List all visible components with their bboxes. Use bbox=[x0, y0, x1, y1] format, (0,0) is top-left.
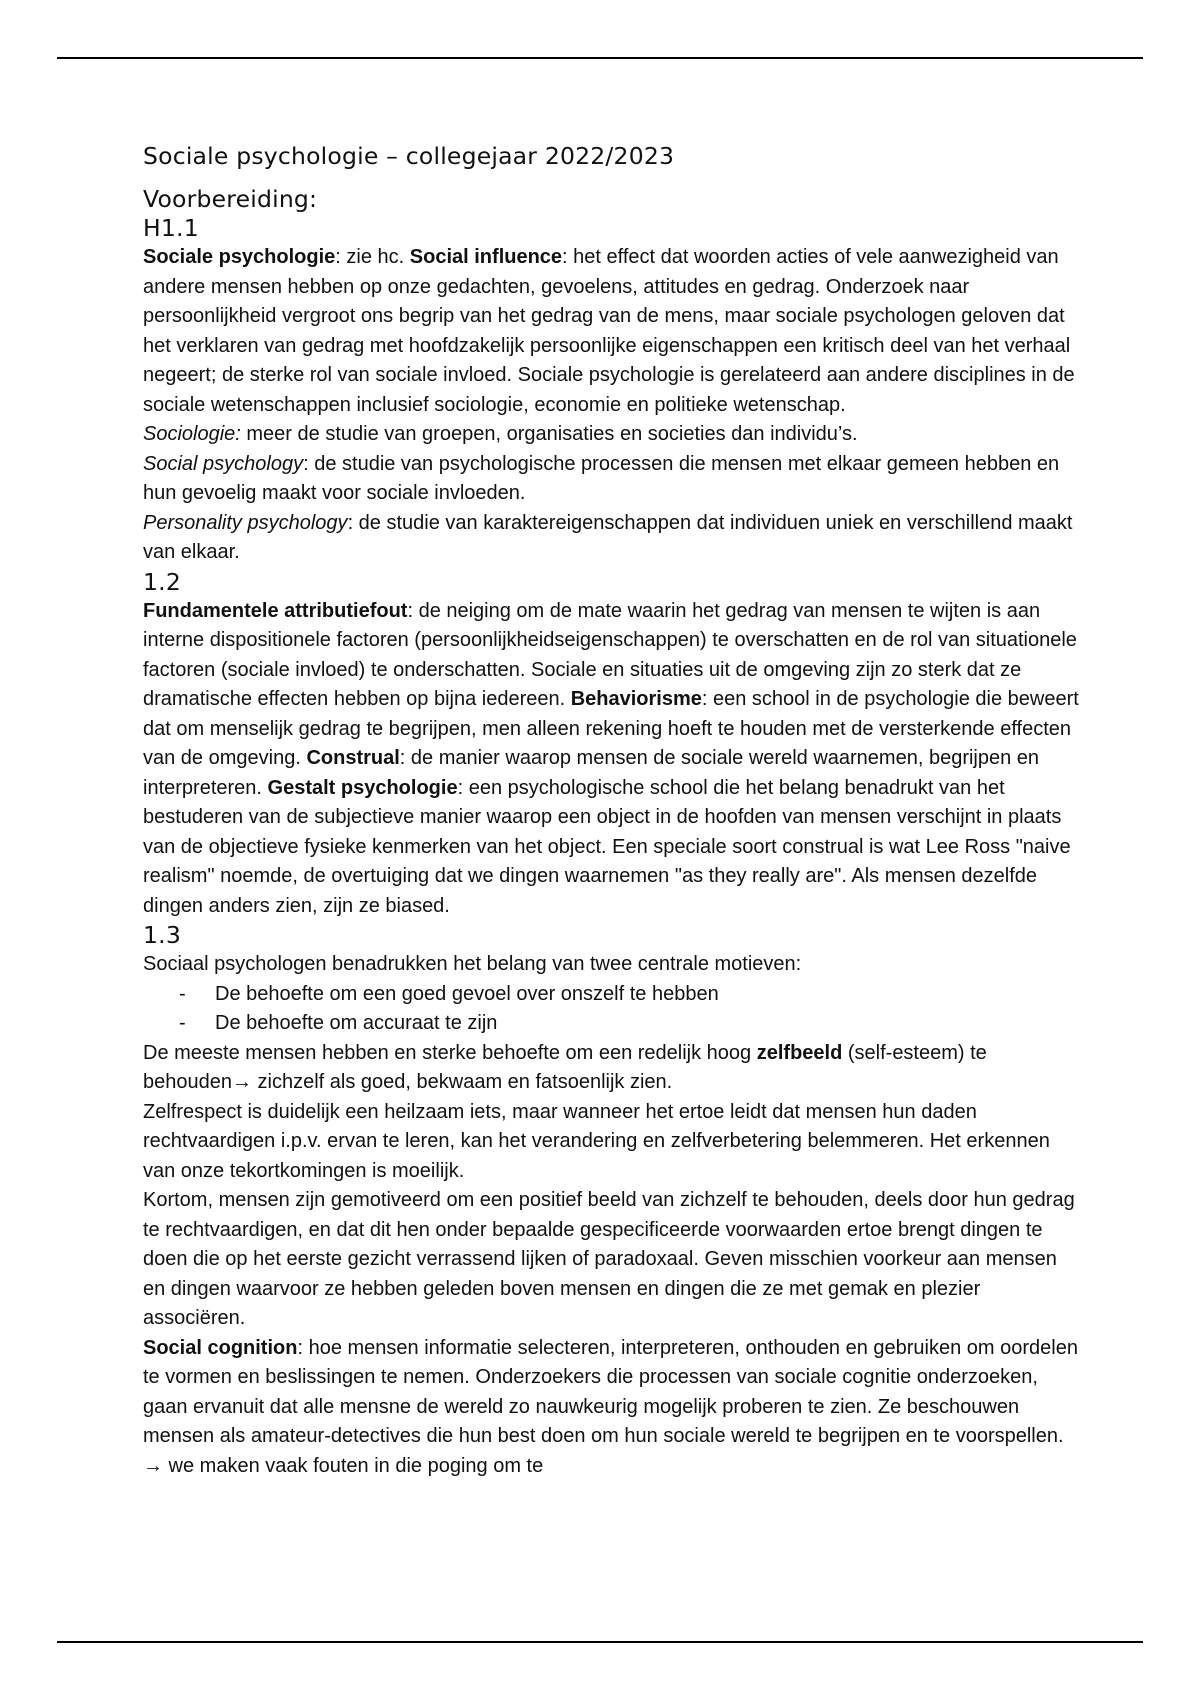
term-gestalt-psychologie: Gestalt psychologie bbox=[267, 776, 458, 799]
paragraph-zelfrespect: Zelfrespect is duidelijk een heilzaam iets, maar wanneer het ertoe leidt dat mensen hun daden rechtvaardigen i.p.v. ervan te leren, kan het verandering en zelfverbetering belemmeren. Het erkennen van onze tekortkomingen is moeilijk. bbox=[143, 1100, 1050, 1182]
term-fundamentele-attributiefout: Fundamentele attributiefout bbox=[143, 599, 408, 622]
motives-list bbox=[143, 980, 1083, 1039]
list-item: - De behoefte om accuraat te zijn bbox=[179, 1009, 1083, 1039]
paragraph-social-cognition: Social cognition: hoe mensen informatie selecteren, interpreteren, onthouden en gebruiken om oordelen te vormen en beslissingen te nemen. Onderzoekers die processen van sociale cognitie onderzoeken, gaan ervanuit dat alle mensne de wereld zo nauwkeurig mogelijk proberen te zien. Ze beschouwen mensen als amateur-detectives die hun best doen om hun sociale wereld te begrijpen en te voorspellen. → we maken vaak fouten in die poging om te bbox=[143, 1336, 1078, 1477]
paragraph-kortom: Kortom, mensen zijn gemotiveerd om een positief beeld van zichzelf te behouden, deels door hun gedrag te rechtvaardigen, en dat dit hen onder bepaalde gespecificeerde voorwaarden ertoe brengt dingen te doen die op het eerste gezicht verrassend lijken of paradoxaal. Geven misschien voorkeur aan mensen en dingen waarvoor ze hebben geleden boven mensen en dingen die ze met gemak en plezier associëren. bbox=[143, 1189, 1075, 1329]
section-heading-h1-1: H1.1 bbox=[143, 214, 199, 242]
paragraph-sociale-psychologie: Sociale psychologie: zie hc. Social influence: het effect dat woorden acties of vele aanwezigheid van andere mensen hebben op onze gedachten, gevoelens, attitudes en gedrag. Onderzoek naar persoonlijkheid vergroot ons begrip van het gedrag van de mens, maar sociale psychologen geloven dat het verklaren van gedrag met hoofdzakelijk persoonlijke eigenschappen een kritisch deel van het verhaal negeert; de sterke rol van sociale invloed. Sociale psychologie is gerelateerd aan andere disciplines in de sociale wetenschappen inclusief sociologie, economie en politieke wetenschap. bbox=[143, 246, 1075, 416]
term-behaviorisme: Behaviorisme bbox=[570, 688, 702, 710]
top-rule bbox=[57, 57, 1143, 59]
paragraph-sociologie: Sociologie: meer de studie van groepen, organisaties en societies dan individu’s. bbox=[143, 423, 858, 445]
list-item: - De behoefte om een goed gevoel over onszelf te hebben bbox=[179, 980, 1083, 1010]
dash-bullet: - bbox=[179, 1012, 186, 1034]
section-heading-1-3: 1.3 bbox=[143, 921, 181, 949]
section-heading-1-2: 1.2 bbox=[143, 567, 181, 596]
term-social-psychology: Social psychology bbox=[143, 452, 304, 475]
term-social-cognition: Social cognition bbox=[143, 1336, 298, 1359]
paragraph-zelfbeeld: De meeste mensen hebben en sterke behoefte om een redelijk hoog zelfbeeld (self-esteem) te behouden→ zichzelf als goed, bekwaam en fatsoenlijk zien. bbox=[143, 1041, 987, 1093]
term-sociologie: Sociologie: bbox=[143, 423, 241, 445]
heading-voorbereiding: Voorbereiding: bbox=[143, 185, 318, 213]
term-construal: Construal bbox=[306, 747, 400, 769]
document-title: Sociale psychologie – collegejaar 2022/2023 bbox=[143, 142, 675, 170]
term-personality-psychology: Personality psychology bbox=[143, 511, 348, 534]
dash-bullet: - bbox=[179, 982, 186, 1005]
term-sociale-psychologie: Sociale psychologie bbox=[143, 246, 336, 268]
document-body bbox=[143, 142, 1083, 1481]
term-social-influence: Social influence bbox=[409, 246, 563, 268]
paragraph-personality-psychology: Personality psychology: de studie van karaktereigenschappen dat individuen uniek en verschillend maakt van elkaar. bbox=[143, 511, 1073, 563]
bottom-rule bbox=[57, 1641, 1143, 1643]
term-zelfbeeld: zelfbeeld bbox=[756, 1041, 843, 1064]
paragraph-centrale-motieven: Sociaal psychologen benadrukken het belang van twee centrale motieven: bbox=[143, 953, 802, 975]
paragraph-social-psychology: Social psychology: de studie van psychologische processen die mensen met elkaar gemeen hebben en hun gevoelig maakt voor sociale invloeden. bbox=[143, 452, 1060, 504]
paragraph-fundamentele-attributiefout: Fundamentele attributiefout: de neiging om de mate waarin het gedrag van mensen te wijten is aan interne dispositionele factoren (persoonlijkheidseigenschappen) te overschatten en de rol van situationele factoren (sociale invloed) te onderschatten. Sociale en situaties uit de omgeving zijn zo sterk dat ze dramatische effecten hebben op bijna iedereen. Behaviorisme: een school in de psychologie die beweert dat om menselijk gedrag te begrijpen, men alleen rekening hoeft te houden met de versterkende effecten van de omgeving. Construal: de manier waarop mensen de sociale wereld waarnemen, begrijpen en interpreteren. Gestalt psychologie: een psychologische school die het belang benadrukt van het bestuderen van de subjectieve manier waarop een object in de hoofden van mensen verschijnt in plaats van de objectieve fysieke kenmerken van het object. Een speciale soort construal is wat Lee Ross "naive realism" noemde, de overtuiging dat we dingen waarnemen "as they really are". Als mensen dezelfde dingen anders zien, zijn ze biased. bbox=[143, 599, 1079, 917]
